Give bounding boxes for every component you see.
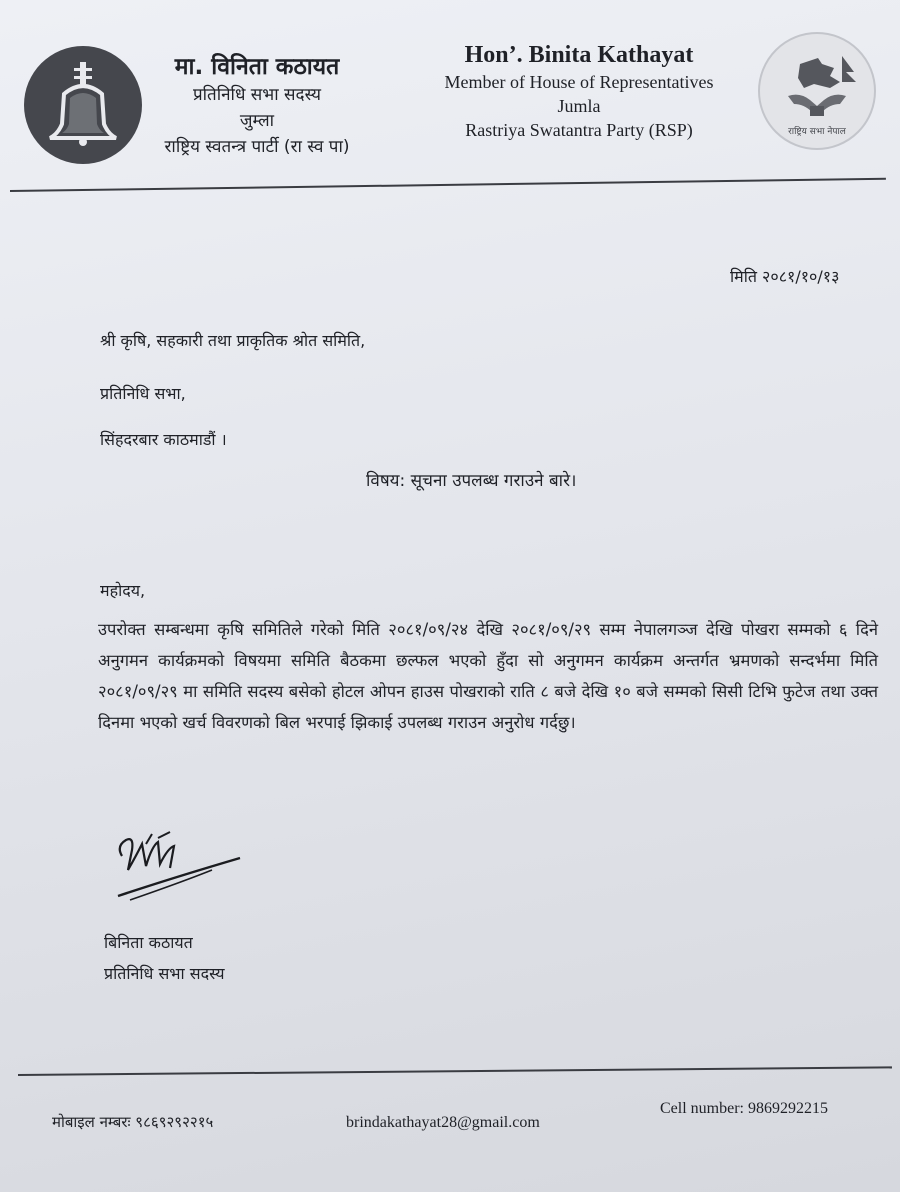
seal-lettering: राष्ट्रिय सभा नेपाल	[788, 127, 846, 137]
nepali-party: राष्ट्रिय स्वतन्त्र पार्टी (रा स्व पा)	[164, 137, 350, 157]
cell-number: Cell number: 9869292215	[660, 1100, 828, 1117]
recipient-line-3: सिंहदरबार काठमाडौं ।	[100, 430, 227, 449]
nepali-title: प्रतिनिधि सभा सदस्य	[192, 85, 322, 105]
nepali-name: मा. विनिता कठायत	[174, 54, 340, 80]
footer-rule	[18, 1066, 892, 1076]
salutation: महोदय,	[100, 581, 146, 600]
signatory-name: बिनिता कठायत	[104, 933, 193, 952]
bell-emblem-icon	[24, 46, 142, 164]
header-rule	[10, 178, 886, 192]
signatory-title: प्रतिनिधि सभा सदस्य	[104, 964, 225, 983]
mobile-number: मोबाइल नम्बरः ९८६९२९२२१५	[52, 1113, 214, 1131]
letter-date: मिति २०८१/१०/१३	[730, 267, 840, 286]
recipient-line-2: प्रतिनिधि सभा,	[100, 384, 186, 403]
english-name: Hon’. Binita Kathayat	[464, 42, 694, 68]
english-title: Member of House of Representatives	[444, 72, 714, 92]
english-district: Jumla	[557, 96, 601, 116]
national-parliament-seal-icon	[758, 32, 876, 150]
email-address[interactable]: brindakathayat28@gmail.com	[346, 1114, 540, 1131]
letter-subject: विषय: सूचना उपलब्ध गराउने बारे।	[366, 471, 577, 491]
nepali-letterhead	[142, 52, 372, 160]
english-party: Rastriya Swatantra Party (RSP)	[465, 120, 693, 140]
handwritten-signature	[112, 826, 252, 910]
english-letterhead	[420, 40, 738, 142]
letter-body: उपरोक्त सम्बन्धमा कृषि समितिले गरेको मिति २०८१/०९/२४ देखि २०८१/०९/२९ सम्म नेपालगञ्ज देखि पोखरा सम्मको ६ दिने अनुगमन कार्यक्रमको विषयमा समिति बैठकमा छल्फल भएको हुँदा सो अनुगमन कार्यक्रम अन्तर्गत भ्रमणको सन्दर्भमा मिति २०८१/०९/२९ मा समिति सदस्य बसेको होटल ओपन हाउस पोखराको राति ८ बजे देखि १० बजे सम्मको सिसी टिभि फुटेज तथा उक्त दिनमा भएको खर्च विवरणको बिल भरपाई झिकाई उपलब्ध गराउन अनुरोध गर्दछु।	[98, 620, 878, 732]
nepali-district: जुम्ला	[239, 111, 275, 131]
recipient-line-1: श्री कृषि, सहकारी तथा प्राकृतिक श्रोत समिति,	[100, 331, 366, 350]
